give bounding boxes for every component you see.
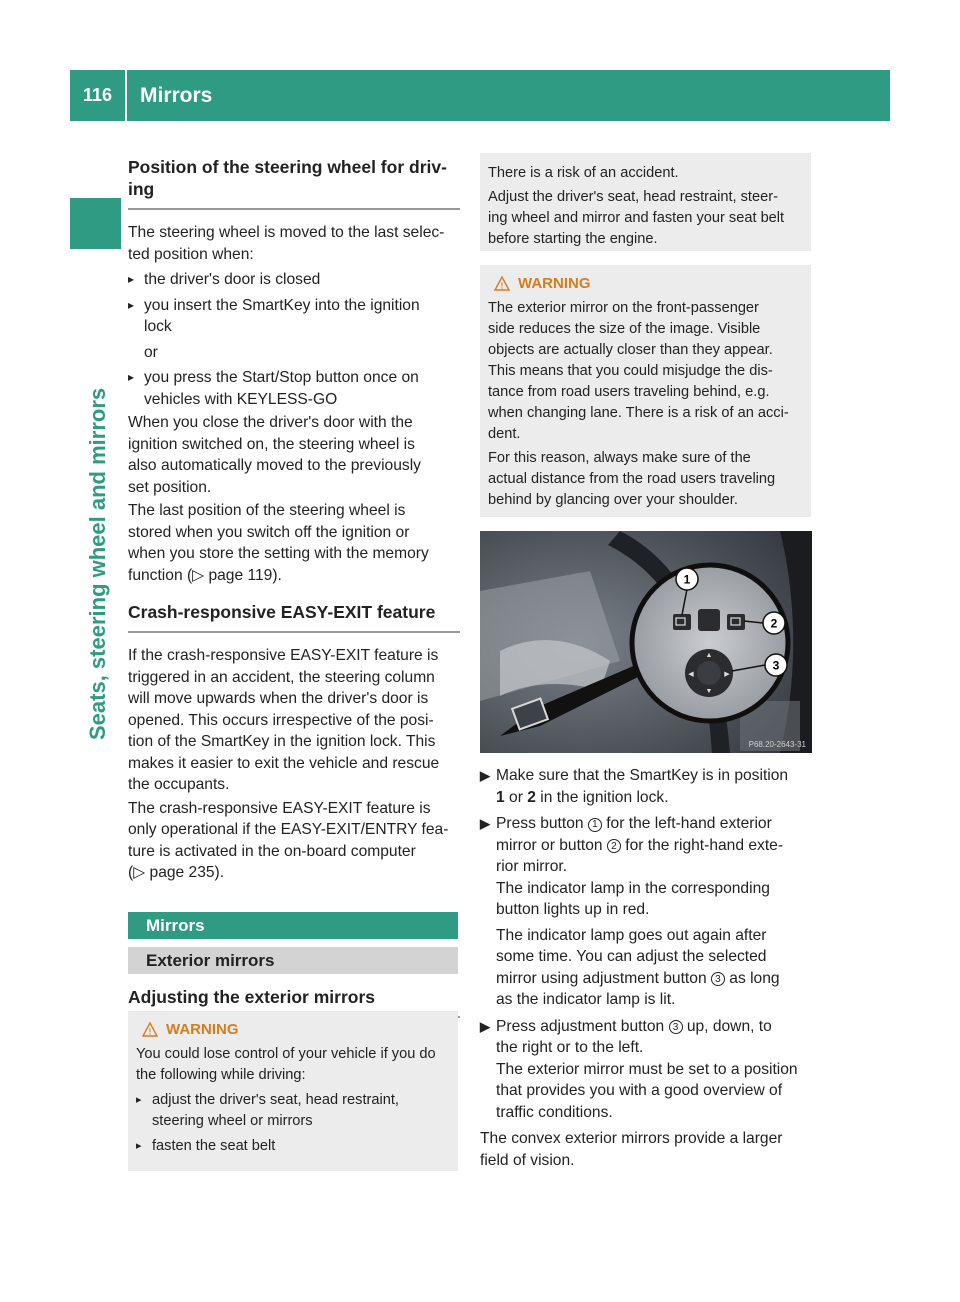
warning-box <box>480 265 811 517</box>
paragraph: The crash-responsive EASY-EXIT feature is only operational if the EASY-EXIT/ENTRY fea- ture is activated in the on-board computer (▷ page 235). <box>128 798 460 884</box>
paragraph: If the crash-responsive EASY-EXIT feature is triggered in an accident, the steering column will move upwards when the driver's door is opened. This occurs irrespective of the posi- tion of the SmartKey in the ignition lock. This makes it easier to exit the vehicle and rescue the occupants. <box>128 647 440 793</box>
callout-1 <box>676 568 698 590</box>
callout-ref-3: 3 <box>711 972 725 986</box>
callout-ref-3: 3 <box>669 1020 683 1034</box>
svg-text:!: ! <box>148 1027 152 1037</box>
list-item: ▸ fasten the seat belt <box>136 1136 450 1157</box>
page-reference-link[interactable]: function (▷ page 119). <box>128 566 282 584</box>
section-bar-exterior-mirrors: Exterior mirrors <box>128 947 458 974</box>
paragraph: The convex exterior mirrors provide a larger field of vision. <box>480 1130 783 1169</box>
callout-2 <box>763 612 785 634</box>
list-item: ▸ you insert the SmartKey into the ignition lock <box>128 295 460 338</box>
svg-text:2: 2 <box>770 616 778 631</box>
page-number: 116 <box>70 70 127 121</box>
callout-ref-2: 2 <box>607 839 621 853</box>
warning-heading: ! WARNING <box>136 1021 450 1038</box>
callout-ref-1: 1 <box>588 818 602 832</box>
list-item: ▸ the driver's door is closed <box>128 269 460 291</box>
risk-box: There is a risk of an accident. Adjust the driver's seat, head restraint, steer- ing wheel and mirror and fasten your seat belt before starting the engine. <box>480 153 811 251</box>
paragraph: When you close the driver's door with the ignition switched on, the steering wheel is also automatically moved to the previously set position. <box>128 414 421 496</box>
page-title: Mirrors <box>140 83 213 107</box>
step-arrow-icon: ▶ <box>480 1018 490 1034</box>
step-arrow-icon: ▶ <box>480 816 490 831</box>
svg-text:◀: ◀ <box>688 671 694 678</box>
section-heading: Position of the steering wheel for driv- ing <box>128 156 460 210</box>
page-reference-link[interactable]: (▷ page 235). <box>128 864 225 881</box>
step-arrow-icon: ▶ <box>480 768 490 783</box>
section-bar-mirrors: Mirrors <box>128 912 458 939</box>
paragraph: For this reason, always make sure of the actual distance from the road users traveling behind by glancing over your shoulder. <box>488 450 776 508</box>
svg-text:3: 3 <box>772 658 780 673</box>
paragraph: The last position of the steering wheel is stored when you switch off the ignition or when you store the setting with the memory function (▷ page 119). <box>128 500 460 586</box>
list-item: ▶ Press button 1 for the left-hand exterior mirror or button 2 for the right-hand exte- rior mirror. The indicator lamp in the corresponding button lights up in red. The indicator lamp goes out again after some time. You can adjust the selected mirror using adjustment button 3 as long as the indicator lamp is lit. <box>480 815 784 1008</box>
list-item: ▶ Make sure that the SmartKey is in position 1 or 2 in the ignition lock. <box>480 767 789 806</box>
section-easy-exit <box>128 601 460 884</box>
svg-text:1: 1 <box>683 572 691 587</box>
warning-triangle-icon <box>142 1022 158 1037</box>
section-heading: Adjusting the exterior mirrors <box>128 986 460 1018</box>
image-code: P68.20-2643-31 <box>748 740 806 749</box>
list-item: ▸ adjust the driver's seat, head restraint, steering wheel or mirrors <box>136 1090 450 1132</box>
mirror-controls-photo <box>480 531 812 753</box>
svg-text:▼: ▼ <box>705 688 713 695</box>
warning-triangle-icon <box>494 276 510 291</box>
list-item: ▸ you press the Start/Stop button once on vehicles with KEYLESS-GO <box>128 367 460 410</box>
instruction-steps <box>480 765 812 1171</box>
svg-text:▲: ▲ <box>705 652 713 659</box>
warning-heading: ! WARNING <box>488 275 803 292</box>
svg-text:▶: ▶ <box>724 671 730 678</box>
svg-text:!: ! <box>500 281 504 291</box>
section-steering-position: Position of the steering wheel for driv- ing The steering wheel is moved to the last selec- ted position when: ▸ the driver's door is closed ▸ you insert the SmartKey into the ignition lock or ▸ you press the Start/Stop button once on vehicles with KEYLESS-GO When you close the driver's door with the ignition switched on, the steering wheel is also automatically moved to the previously set position. The last position of the steering wheel is stored when you switch off the ignition or when you store the setting with the memory function (▷ page 119). <box>128 156 460 586</box>
callout-3 <box>765 654 787 676</box>
warning-box: ! WARNING You could lose control of your vehicle if you do the following while driving: ▸ adjust the driver's seat, head restraint, steering wheel or mirrors ▸ fasten the seat belt <box>128 1011 458 1171</box>
section-heading: Crash-responsive EASY-EXIT feature <box>128 601 460 633</box>
list-item: ▶ Press adjustment button 3 up, down, to the right or to the left. The exterior mirror must be set to a position that provides you with a good overview of traffic conditions. <box>480 1017 798 1121</box>
paragraph: The exterior mirror on the front-passenger side reduces the size of the image. Visible objects are actually closer than they appear. This means that you could misjudge the dis- tance from road users traveling behind, e.g. when changing lane. There is a risk of an acci- dent. <box>488 300 789 442</box>
side-tab-marker <box>70 198 121 249</box>
